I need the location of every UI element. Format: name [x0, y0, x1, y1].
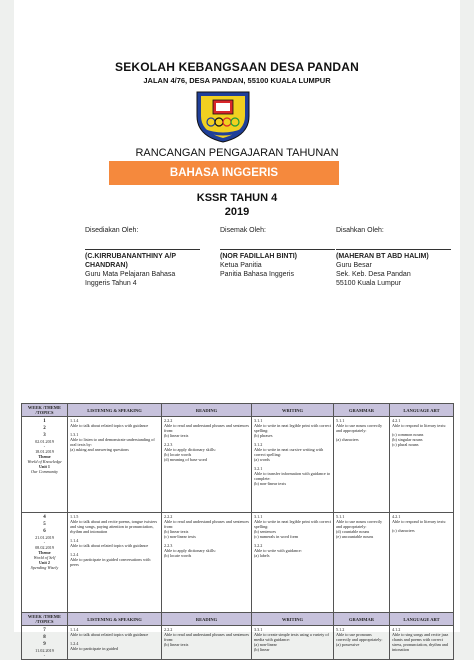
listening-cell [68, 626, 162, 660]
signatory-role: Guru Mata Pelajaran Bahasa [85, 271, 176, 278]
cell-text: Able to talk about and recite poems, tongue twisters and sing songs, paying attention to pronunciation, rhythm and intonation [70, 519, 158, 534]
cell-text: Able to talk about related topics with guidance [70, 423, 149, 428]
cell-text: 4.1.2 [392, 627, 401, 632]
cell-text: Able to read and understand phrases and sentences from: [164, 423, 249, 433]
cell-text: 2.2.2 [164, 418, 173, 423]
school-address: JALAN 4/76, DESA PANDAN, 55100 KUALA LUMPUR [143, 76, 331, 85]
curriculum-title: KSSR TAHUN 4 [196, 192, 278, 204]
cell-text: Able to write in neat cursive writing with correct spelling: [254, 447, 324, 457]
signatory-name-cont: CHANDRAN) [85, 262, 128, 269]
signatory-role-cont: Sek. Keb. Desa Pandan [336, 271, 411, 278]
theme-name: World of Self [33, 555, 56, 560]
cell-text: (b) locate words [164, 452, 192, 457]
cell-text: (d) countable nouns [336, 529, 370, 534]
cell-text: 2.2.3 [164, 442, 173, 447]
signatory-name: (C.KIRRUBANANTHINY A/P [85, 253, 176, 260]
cell-text: Able to read and understand phrases and sentences from: [164, 519, 249, 529]
theme-label: Theme [38, 550, 51, 555]
reading-cell [162, 513, 252, 613]
week-theme-cell [22, 417, 68, 513]
column-header: WEEK /THEME /TOPICS [22, 613, 68, 626]
cell-text: (c) characters [392, 528, 415, 533]
reading-cell [162, 626, 252, 660]
cell-text: Able to respond to literary texts: [392, 519, 447, 524]
cell-text: 2.2.2 [164, 627, 173, 632]
signature-label: Disemak Oleh: [220, 227, 266, 234]
cell-text: (e) uncountable nouns [336, 534, 374, 539]
cell-text: 3.1.1 [254, 418, 263, 423]
listening-cell [68, 417, 162, 513]
cell-text: Able to use nouns correctly and appropriately: [336, 519, 383, 529]
cell-text: (b) locate words [164, 553, 192, 558]
subject-banner: BAHASA INGGERIS [109, 161, 339, 185]
week-theme-cell [22, 626, 68, 660]
cell-text: 1.1.5 [70, 514, 79, 519]
unit-label: Unit 2 [38, 560, 51, 565]
grammar-cell [334, 626, 390, 660]
cell-text: (b) phrases [254, 433, 273, 438]
cell-text: 5.1.2 [336, 627, 345, 632]
cell-text: Able to write with guidance: [254, 548, 302, 553]
signatory-name: (NOR FADILLAH BINTI) [220, 253, 297, 260]
table-header-row [22, 404, 454, 417]
signature-line [336, 249, 451, 250]
week-number: 5 [43, 522, 46, 527]
signature-reviewed-by [220, 226, 335, 279]
cell-text: 5.1.1 [336, 514, 345, 519]
reading-cell [162, 417, 252, 513]
theme-name: World of Knowledge [27, 459, 62, 464]
week-number: 8 [43, 635, 46, 640]
cell-text: (b) linear [254, 647, 270, 652]
signature-label: Disediakan Oleh: [85, 227, 139, 234]
signature-line [220, 249, 335, 250]
cell-text: 3.2.1 [254, 466, 263, 471]
cell-text: (a) labels [254, 553, 270, 558]
cell-text: Able to respond to literary texts: [392, 423, 447, 428]
cell-text: 1.2.4 [70, 552, 79, 557]
week-number: 2 [43, 426, 46, 431]
signatory-name: (MAHERAN BT ABD HALIM) [336, 253, 429, 260]
cell-text: (b) sentences [254, 529, 276, 534]
unit-label: Unit 1 [38, 464, 51, 469]
cell-text: (b) linear texts [164, 642, 189, 647]
cell-text: Able to listen to and demonstrate understanding of oral texts by: [70, 437, 155, 447]
language-art-cell [390, 626, 454, 660]
signatory-role-cont: Panitia Bahasa Inggeris [220, 271, 294, 278]
plan-year: 2019 [224, 206, 250, 218]
unit-name: Spending Wisely [30, 565, 59, 570]
week-number: 6 [43, 529, 46, 534]
cell-text: Able to transfer information with guidance to complete: [254, 471, 331, 481]
cell-text: Able to talk about related topics with guidance [70, 632, 149, 637]
cell-text: (a) non-linear [254, 642, 277, 647]
cell-text: 4.2.1 [392, 418, 401, 423]
week-number: 3 [43, 433, 46, 438]
cell-text: (b) non-linear texts [254, 481, 287, 486]
table-row [22, 626, 454, 660]
cell-text: (c) common nouns [392, 432, 424, 437]
cell-text: 3.3.1 [254, 627, 263, 632]
week-date: 21.01.2019 [35, 535, 54, 540]
cell-text: (b) linear texts [164, 529, 189, 534]
week-date: 02.01.2019 [35, 439, 54, 444]
cell-text: 2.2.2 [164, 514, 173, 519]
cell-text: Able to create simple texts using a variety of media with guidance: [254, 632, 329, 642]
column-header: LISTENING & SPEAKING [68, 613, 162, 626]
week-date: - [43, 540, 46, 545]
week-number: 4 [43, 515, 46, 520]
listening-cell [68, 513, 162, 613]
week-theme-cell [22, 513, 68, 613]
cell-text: (c) numerals in word form [254, 534, 299, 539]
signatory-role: Guru Besar [336, 262, 372, 269]
table-row [22, 513, 454, 613]
signatory-role: Ketua Panitia [220, 262, 262, 269]
cell-text: 1.1.4 [70, 538, 79, 543]
cell-text: 1.3.1 [70, 432, 79, 437]
table-row [22, 417, 454, 513]
cell-text: Able to apply dictionary skills: [164, 548, 216, 553]
cell-text: Able to apply dictionary skills: [164, 447, 216, 452]
cell-text: 1.2.4 [70, 641, 79, 646]
cell-text: Able to use pronouns correctly and appropriately: [336, 632, 383, 642]
week-number: 1 [43, 419, 46, 424]
cell-text: Able to use nouns correctly and appropriately: [336, 423, 383, 433]
week-date: - [43, 653, 46, 658]
cell-text: (b) linear texts [164, 433, 189, 438]
week-date: 08.02.2019 [35, 545, 54, 550]
week-number: 7 [43, 628, 46, 633]
column-header: LANGUAGE ART [390, 613, 454, 626]
cell-text: (c) non-linear texts [164, 534, 196, 539]
cell-text: 2.2.3 [164, 543, 173, 548]
cell-text: Able to participate in guided conversations with peers [70, 557, 151, 567]
column-header: LISTENING & SPEAKING [68, 404, 162, 417]
grammar-cell [334, 417, 390, 513]
week-date: 11.02.2019 [35, 648, 54, 653]
language-art-cell [390, 417, 454, 513]
signature-prepared-by [85, 226, 200, 288]
cell-text: Able to sing songs and recite jazz chants and poems with correct stress, pronunciation, rhythm and intonation [392, 632, 449, 652]
column-header: WRITING [252, 613, 334, 626]
cell-text: (b) singular nouns [392, 437, 423, 442]
column-header: READING [162, 613, 252, 626]
column-header: WEEK /THEME /TOPICS [22, 404, 68, 417]
cell-text: (a) asking and answering questions [70, 447, 129, 452]
yearly-plan-table [21, 403, 454, 660]
cell-text: 5.1.1 [336, 418, 345, 423]
column-header: WRITING [252, 404, 334, 417]
writing-cell [252, 513, 334, 613]
signature-approved-by [336, 226, 451, 288]
cell-text: 3.1.2 [254, 442, 263, 447]
week-date: 18.01.2019 [35, 449, 54, 454]
cell-text: (c) plural nouns [392, 442, 419, 447]
unit-name: Our Community [30, 469, 59, 474]
cell-text: (a) possessive [336, 642, 360, 647]
table-header-row-repeat [22, 613, 454, 626]
cell-text: Able to participate in guided [70, 646, 118, 651]
cell-text: (d) meaning of base word [164, 457, 208, 462]
cell-text: Able to write in neat legible print with correct spelling: [254, 519, 331, 529]
signatory-role-cont-2: 55100 Kuala Lumpur [336, 280, 401, 287]
school-name: SEKOLAH KEBANGSAAN DESA PANDAN [114, 60, 359, 74]
column-header: GRAMMAR [334, 404, 390, 417]
week-number: 9 [43, 642, 46, 647]
column-header: READING [162, 404, 252, 417]
cell-text: 4.2.1 [392, 514, 401, 519]
column-header: GRAMMAR [334, 613, 390, 626]
writing-cell [252, 417, 334, 513]
cell-text: 1.1.4 [70, 627, 79, 632]
cell-text: Able to read and understand phrases and sentences from: [164, 632, 249, 642]
theme-label: Theme [38, 454, 51, 459]
cell-text: 3.2.2 [254, 543, 263, 548]
week-date: - [43, 444, 46, 449]
cell-text: 3.1.1 [254, 514, 263, 519]
signatory-role-cont: Inggeris Tahun 4 [85, 280, 137, 287]
column-header: LANGUAGE ART [390, 404, 454, 417]
school-crest-logo [193, 88, 253, 144]
cell-text: Able to talk about related topics with guidance [70, 543, 149, 548]
cell-text: (a) characters [336, 437, 359, 442]
language-art-cell [390, 513, 454, 613]
grammar-cell [334, 513, 390, 613]
plan-title: RANCANGAN PENGAJARAN TAHUNAN [135, 147, 339, 159]
cell-text: Able to write in neat legible print with correct spelling: [254, 423, 331, 433]
cell-text: 1.1.4 [70, 418, 79, 423]
signature-line [85, 249, 200, 250]
signature-label: Disahkan Oleh: [336, 227, 384, 234]
writing-cell [252, 626, 334, 660]
cell-text: (a) words [254, 457, 270, 462]
